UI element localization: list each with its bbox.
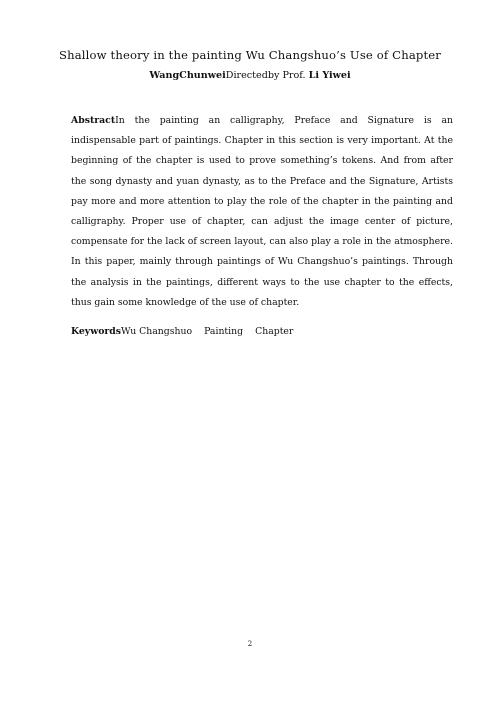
paper-title: Shallow theory in the painting Wu Changshuo’s Use of Chapter <box>59 48 441 62</box>
keywords-label: Keywords <box>71 326 122 337</box>
keyword: Painting <box>204 326 244 337</box>
keywords-line <box>71 325 305 339</box>
directed-by-label: Directedby Prof. <box>225 70 306 81</box>
supervisor-name: Li Yiwei <box>308 70 351 81</box>
abstract-text: In the painting an calligraphy, Preface and Signature is an indispensable part of paintings. Chapter in this section is very important. At the beginning of the chapter is used to prove something’s tokens. And from after the song dynasty and yuan dynasty, as to the Preface and the Signature, Artists pay more and more attention to play the role of the chapter in the painting and calligraphy. Proper use of chapter, can adjust the image center of picture, compensate for the lack of screen layout, can also play a role in the atmosphere. In this paper, mainly through paintings of Wu Changshuo’s paintings. Through the analysis in the paintings, different ways to the use chapter to the effects, thus gain some knowledge of the use of chapter. <box>71 115 453 308</box>
page-number: 2 <box>247 640 253 648</box>
abstract-paragraph <box>71 111 453 313</box>
author-line <box>40 70 460 81</box>
abstract-label: Abstract <box>71 115 116 126</box>
author-name: WangChunwei <box>149 70 226 81</box>
keyword: Wu Changshuo <box>121 326 193 337</box>
keyword: Chapter <box>255 326 294 337</box>
